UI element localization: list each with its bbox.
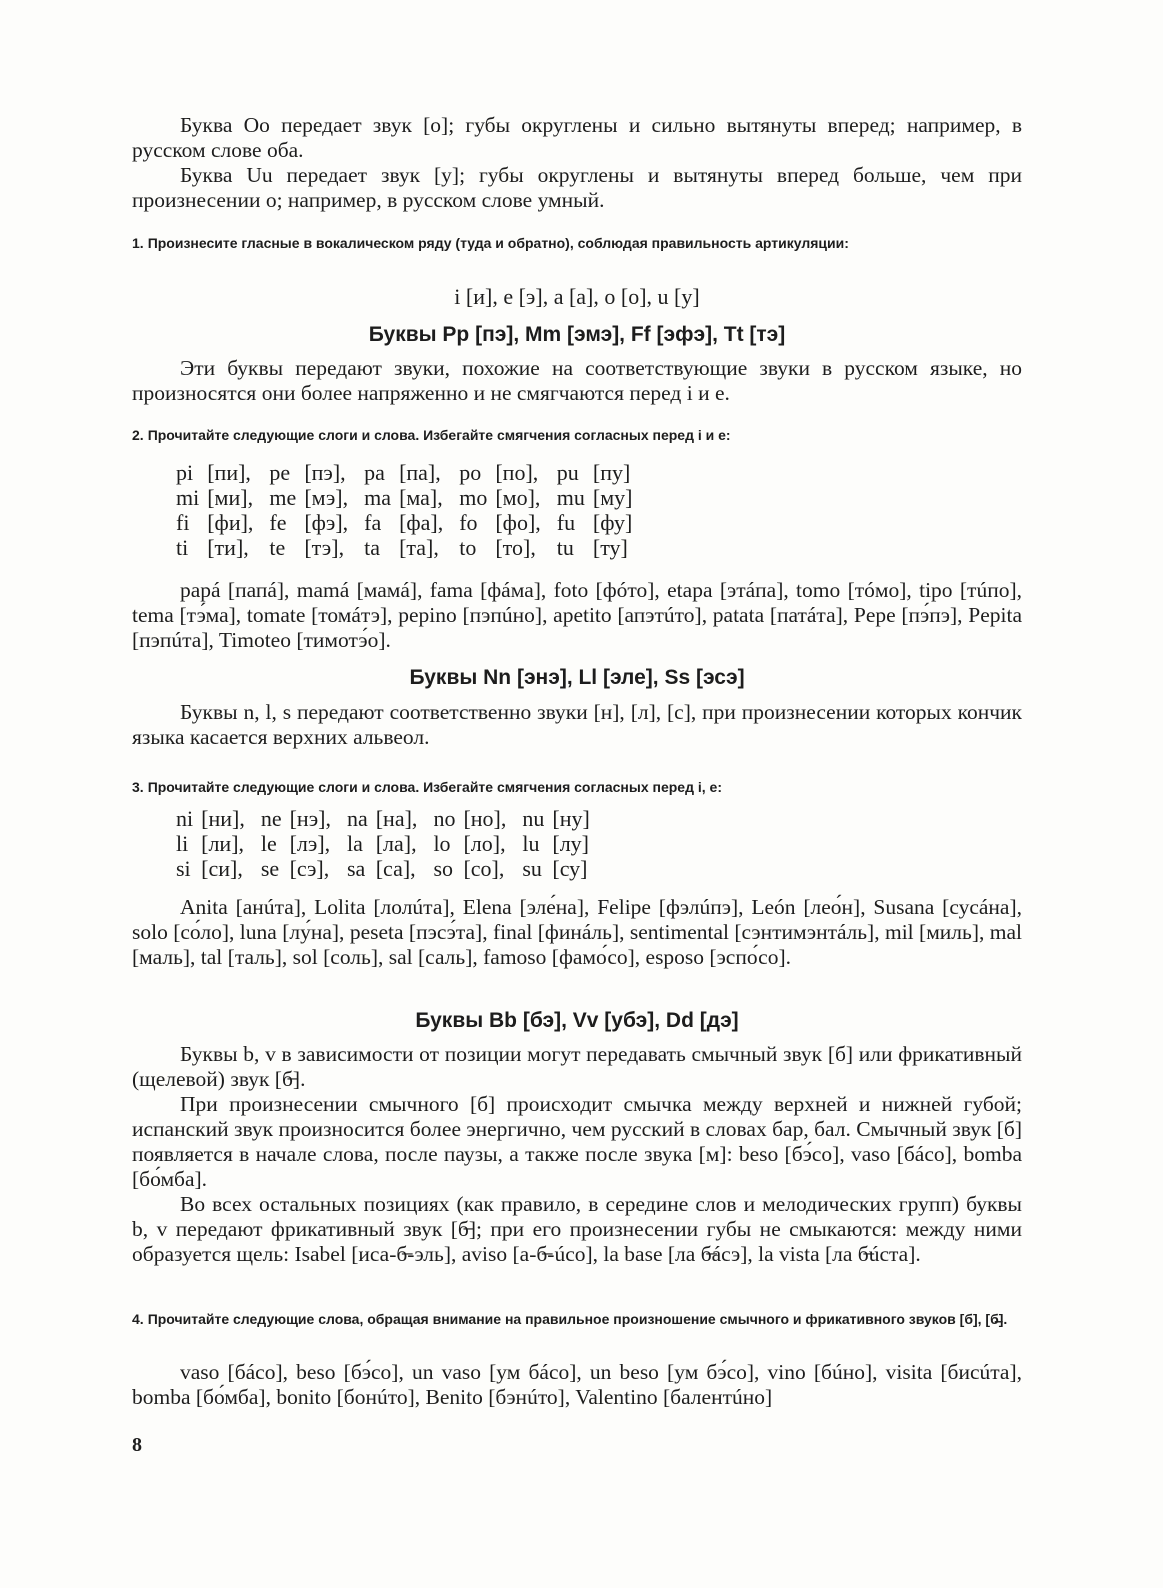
syllable: fe: [269, 510, 287, 535]
syllable: mo: [459, 485, 488, 510]
section-2-paragraph-block: [132, 700, 1022, 750]
transcription: [ти],: [207, 535, 249, 560]
syllable: ta: [364, 535, 381, 560]
syllable: lo: [433, 831, 451, 856]
syllable: se: [260, 856, 280, 881]
intro-paragraphs: [132, 113, 1022, 213]
transcription: [со],: [463, 856, 505, 881]
transcription: [фа],: [399, 510, 444, 535]
section-3-paragraphs: [132, 1042, 1022, 1267]
syllable: ne: [260, 806, 282, 831]
syllable: pu: [556, 460, 579, 485]
transcription: [ма],: [399, 485, 443, 510]
transcription: [ну]: [552, 806, 590, 831]
section-1-paragraph-block: [132, 356, 1022, 406]
transcription: [ла],: [375, 831, 417, 856]
transcription: [па],: [399, 460, 441, 485]
section-3-paragraph-1: Буквы b, v в зависимости от позиции могут передавать смычный звук [б] или фрикативный (щелевой) звук [б̶].: [132, 1042, 1022, 1091]
syllable: tu: [556, 535, 574, 560]
exercise-1-text: Произнесите гласные в вокалическом ряду (туда и обратно), соблюдая правильность артикуляции:: [147, 235, 849, 251]
syllable: te: [269, 535, 286, 560]
page-number: 8: [132, 1434, 142, 1456]
transcription: [фи],: [207, 510, 254, 535]
syllable: nu: [522, 806, 545, 831]
exercise-2-words: papá [папá], mamá [мамá], fama [фáма], foto [фóто], etapa [этáпа], tomo [тóмо], tipo [тúпо], tema [тэ́ма], tomate [томáтэ], pepino [пэпúно], apetito [апэтúто], patata [патáта], Pepe [пэ́пэ], Pepita [пэпúта], Timoteo [тимотэ́о].: [132, 578, 1022, 652]
transcription: [сэ],: [289, 856, 330, 881]
syllable: na: [346, 806, 368, 831]
transcription: [лэ],: [289, 831, 331, 856]
syllable: so: [433, 856, 453, 881]
transcription: [то],: [495, 535, 536, 560]
syllable: po: [459, 460, 482, 485]
transcription: [пи],: [207, 460, 251, 485]
exercise-4-words: vaso [бáсо], beso [бэ́со], un vaso [ум бáсо], un beso [ум бэ́со], vino [бúно], visita [бисúта], bomba [бо́мба], bonito [бонúто], Benito [бэнúто], Valentino [балентúно]: [132, 1360, 1022, 1409]
exercise-3-number: 3.: [132, 779, 144, 795]
transcription: [фу]: [592, 510, 633, 535]
ex3-row: [176, 806, 606, 831]
transcription: [на],: [375, 806, 418, 831]
ex2-row: [176, 535, 648, 560]
syllable: mi: [176, 485, 200, 510]
ex2-row: [176, 510, 648, 535]
transcription: [но],: [463, 806, 507, 831]
ex2-row: [176, 485, 648, 510]
exercise-2-text: Прочитайте следующие слоги и слова. Избегайте смягчения согласных перед i и e:: [147, 427, 731, 443]
syllable: ni: [176, 806, 194, 831]
exercise-1-instruction: [132, 234, 1022, 252]
exercise-3-words-block: [132, 895, 1022, 970]
transcription: [фо],: [495, 510, 541, 535]
ex2-row: [176, 460, 648, 485]
section-2-paragraph: Буквы n, l, s передают соответственно звуки [н], [л], [c], при произнесении которых кончик языка касается верхних альвеол.: [132, 700, 1022, 749]
transcription: [ми],: [207, 485, 254, 510]
transcription: [ту]: [592, 535, 628, 560]
syllable: si: [176, 856, 191, 881]
syllable: fa: [364, 510, 382, 535]
transcription: [фэ],: [304, 510, 349, 535]
transcription: [пэ],: [304, 460, 346, 485]
exercise-3-text: Прочитайте следующие слоги и слова. Избегайте смягчения согласных перед i, e:: [147, 779, 722, 795]
transcription: [ло],: [463, 831, 506, 856]
transcription: [ли],: [201, 831, 245, 856]
exercise-1-number: 1.: [132, 235, 144, 251]
exercise-3-instruction: [132, 778, 1022, 796]
intro-paragraph-oo: Буква Oo передает звук [o]; губы округлены и сильно вытянуты вперед; например, в русском слове оба.: [132, 113, 1022, 162]
syllable: li: [176, 831, 189, 856]
syllable-table-ex2: [176, 460, 648, 560]
syllable: pa: [364, 460, 385, 485]
syllable: lu: [522, 831, 540, 856]
syllable: sa: [346, 856, 366, 881]
section-heading-pp-mm-ff-tt: Буквы Pp [пэ], Mm [эмэ], Ff [эфэ], Tt [тэ]: [368, 323, 786, 346]
transcription: [са],: [375, 856, 416, 881]
syllable: no: [433, 806, 456, 831]
transcription: [мо],: [495, 485, 541, 510]
ex3-row: [176, 831, 606, 856]
syllable: fi: [176, 510, 190, 535]
section-1-paragraph: Эти буквы передают звуки, похожие на соответствующие звуки в русском языке, но произносятся они более напряженно и не смягчаются перед i и e.: [132, 356, 1022, 405]
section-3-paragraph-2: При произнесении смычного [б] происходит смычка между верхней и нижней губой; испанский звук произносится более энергично, чем русский в словах бар, бал. Смычный звук [б] появляется в начале слова, после паузы, а также после звука [м]: beso [бэ́со], vaso [бáсо], bomba [бо́мба].: [132, 1092, 1022, 1191]
transcription: [нэ],: [289, 806, 331, 831]
syllable: ti: [176, 535, 189, 560]
exercise-3-words: Anita [анúта], Lolita [лолúта], Elena [эле́на], Felipe [фэлúпэ], León [лео́н], Susana [сусáна], solo [со́ло], luna [лу́на], peseta [пэсэ́та], final [финáль], sentimental [сэнтимэнтáль], mil [миль], mal [маль], tal [таль], sol [соль], sal [саль], famoso [фамо́со], esposo [эспо́со].: [132, 895, 1022, 969]
exercise-4-number: 4.: [132, 1311, 144, 1327]
vowel-series: i [и], e [э], a [a], o [o], u [у]: [454, 284, 700, 309]
transcription: [та],: [399, 535, 439, 560]
transcription: [му]: [592, 485, 633, 510]
exercise-4-text: Прочитайте следующие слова, обращая внимание на правильное произношение смычного и фрикативного звуков [б], [б̶].: [147, 1311, 1008, 1327]
syllable: le: [260, 831, 277, 856]
exercise-4-words-block: [132, 1360, 1022, 1410]
syllable: pe: [269, 460, 291, 485]
transcription: [по],: [495, 460, 539, 485]
exercise-2-words-block: [132, 578, 1022, 653]
transcription: [пу]: [592, 460, 631, 485]
syllable: la: [346, 831, 363, 856]
syllable: mu: [556, 485, 585, 510]
transcription: [ни],: [201, 806, 245, 831]
syllable: pi: [176, 460, 194, 485]
exercise-2-number: 2.: [132, 427, 144, 443]
syllable: to: [459, 535, 477, 560]
syllable: fu: [556, 510, 576, 535]
syllable: ma: [364, 485, 392, 510]
intro-paragraph-uu: Буква Uu передает звук [у]; губы округлены и вытянуты вперед больше, чем при произнесении o; например, в русском слове умный.: [132, 163, 1022, 212]
section-heading-bb-vv-dd: Буквы Bb [бэ], Vv [убэ], Dd [дэ]: [415, 1009, 739, 1032]
exercise-2-instruction: [132, 426, 1022, 444]
transcription: [лу]: [552, 831, 590, 856]
transcription: [си],: [201, 856, 243, 881]
transcription: [су]: [552, 856, 588, 881]
exercise-4-instruction: [132, 1310, 1022, 1328]
section-heading-nn-ll-ss: Буквы Nn [энэ], Ll [эле], Ss [эсэ]: [409, 666, 745, 689]
syllable: fo: [459, 510, 478, 535]
transcription: [тэ],: [304, 535, 345, 560]
syllable-table-ex3: [176, 806, 606, 881]
ex3-row: [176, 856, 606, 881]
transcription: [мэ],: [304, 485, 349, 510]
section-3-paragraph-3: Во всех остальных позициях (как правило, в середине слов и мелодических групп) буквы b, v передают фрикативный звук [б̶]; при его произнесении губы не смыкаются: между ними образуется щель: Isabel [иса-б̶-эль], aviso [а-б̶-úсо], la base [ла б̶áсэ], la vista [ла б̶úста].: [132, 1192, 1022, 1266]
syllable: su: [522, 856, 542, 881]
syllable: me: [269, 485, 297, 510]
